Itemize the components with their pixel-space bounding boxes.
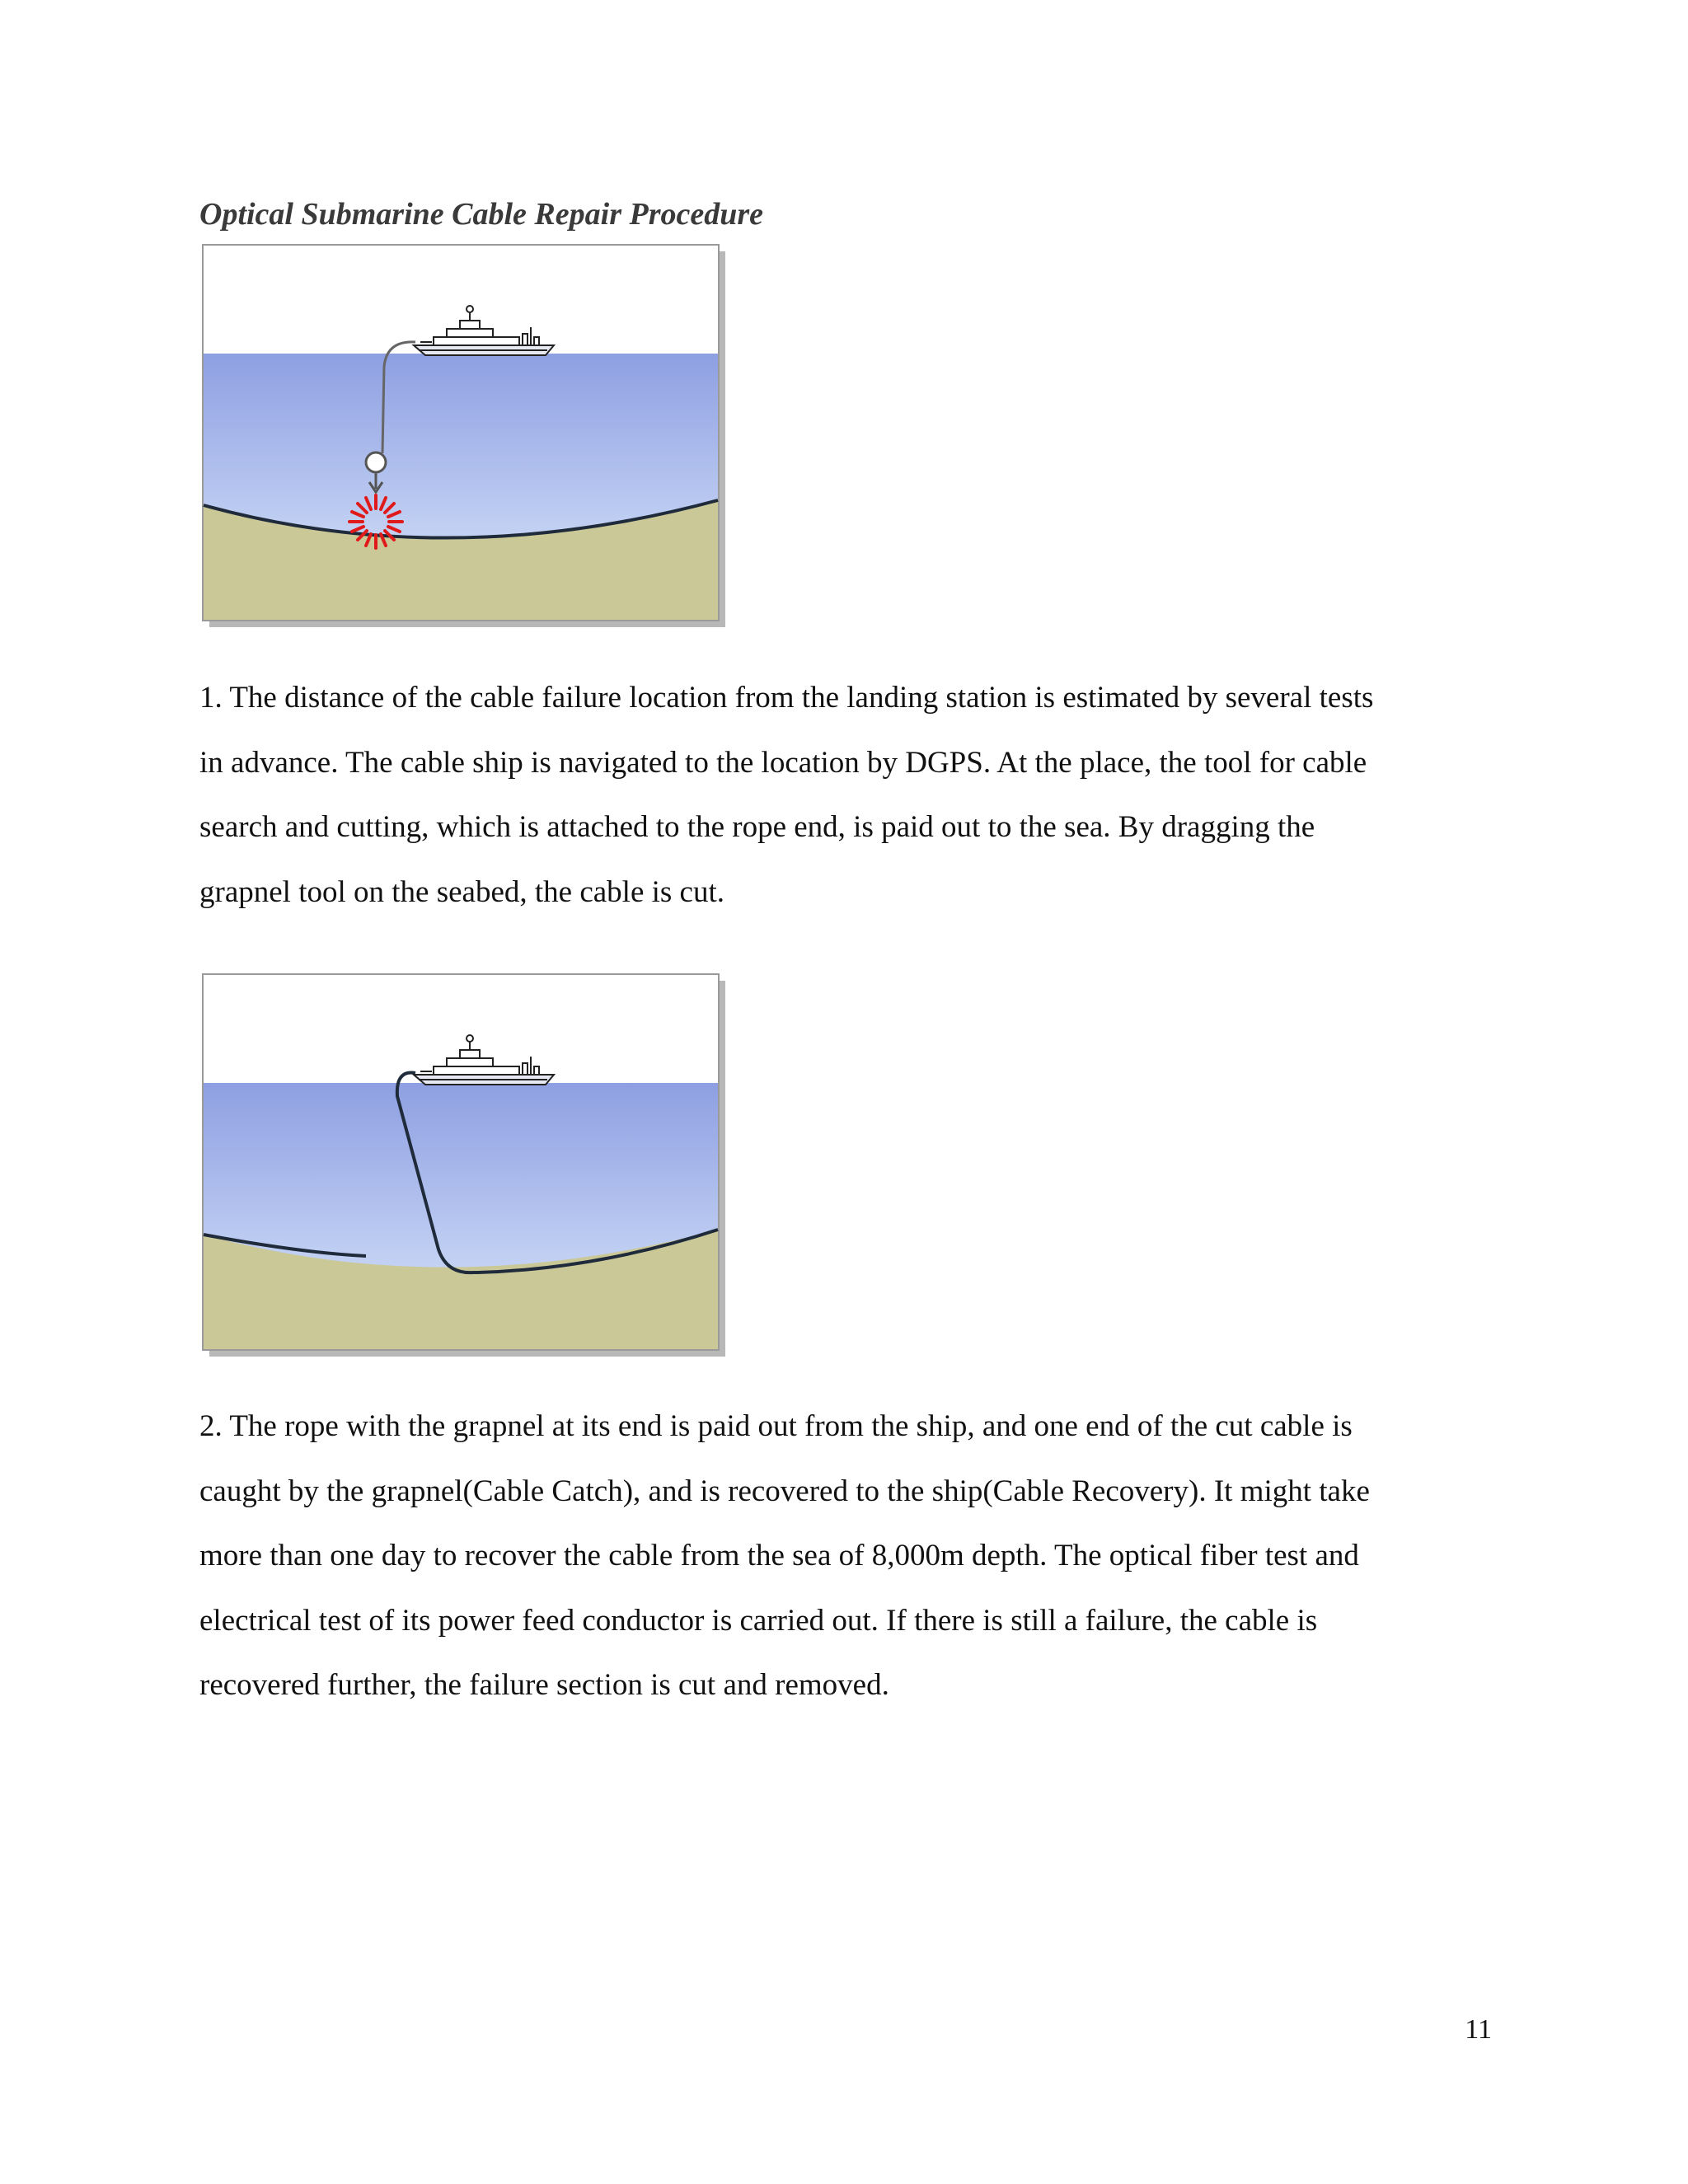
step-1-line: grapnel tool on the seabed, the cable is cut. bbox=[199, 874, 725, 909]
step-2-description bbox=[199, 1394, 1493, 1718]
figure-frame bbox=[203, 245, 719, 621]
step-1-description bbox=[199, 666, 1493, 925]
step-2-line: 2. The rope with the grapnel at its end is paid out from the ship, and one end of the cut cable is bbox=[199, 1409, 1353, 1443]
step-2-line: caught by the grapnel(Cable Catch), and is recovered to the ship(Cable Recovery). It might take bbox=[199, 1474, 1370, 1508]
cable-recovery-illustration bbox=[201, 972, 729, 1360]
cable-cutting-illustration bbox=[201, 243, 729, 630]
page-title: Optical Submarine Cable Repair Procedure bbox=[199, 197, 763, 232]
figure-cable-cutting bbox=[201, 243, 729, 630]
step-1-line: in advance. The cable ship is navigated to the location by DGPS. At the place, the tool for cable bbox=[199, 745, 1367, 780]
figure-cable-recovery bbox=[201, 972, 729, 1360]
step-2-line: electrical test of its power feed conductor is carried out. If there is still a failure, the cable is bbox=[199, 1603, 1318, 1638]
step-2-line: recovered further, the failure section is cut and removed. bbox=[199, 1668, 889, 1702]
step-1-line: 1. The distance of the cable failure location from the landing station is estimated by several tests bbox=[199, 681, 1374, 715]
step-1-line: search and cutting, which is attached to the rope end, is paid out to the sea. By dragging the bbox=[199, 810, 1315, 844]
grapnel-weight-icon bbox=[366, 452, 386, 472]
page-number: 11 bbox=[1465, 2014, 1492, 2045]
figure-frame bbox=[203, 974, 719, 1350]
step-2-line: more than one day to recover the cable from the sea of 8,000m depth. The optical fiber test and bbox=[199, 1539, 1359, 1572]
